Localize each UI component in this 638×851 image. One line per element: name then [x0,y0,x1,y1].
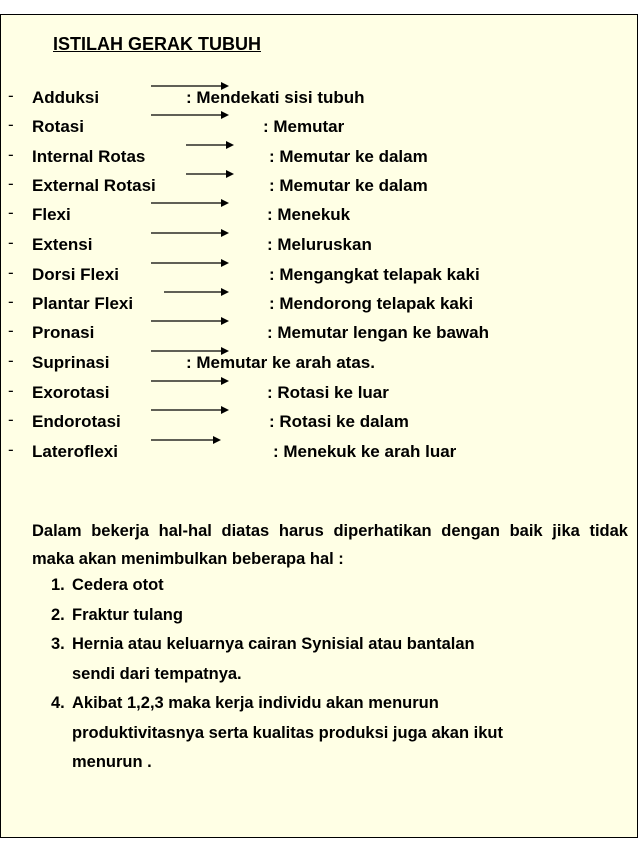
list-item [51,689,592,778]
term-row [1,88,637,112]
term-row [1,442,637,466]
term-name: Adduksi [32,88,100,107]
term-row [1,117,637,141]
term-row [1,265,637,289]
term-row [1,176,637,200]
term-row [1,383,637,407]
term-name: Suprinasi [32,353,110,372]
term-name: Flexi [32,205,71,224]
arrow-icon [151,227,229,239]
term-row [1,353,637,377]
arrow-icon [151,257,229,269]
term-definition: : Memutar ke dalam [269,176,428,195]
term-row [1,205,637,229]
term-name: Rotasi [32,117,84,136]
term-row [1,235,637,259]
term-definition: : Meluruskan [267,235,372,254]
slide [0,14,638,838]
list-text: Akibat 1,2,3 maka kerja individu akan menurun produktivitasnya serta kualitas produksi juga akan ikut menurun . [72,694,503,771]
bullet-dash: - [8,440,14,459]
arrow-icon [151,375,229,387]
bullet-dash: - [8,233,14,252]
list-number: 1. [51,576,65,594]
arrow-icon [164,286,229,298]
bullet-dash: - [8,410,14,429]
term-name: Endorotasi [32,412,121,431]
term-definition: : Memutar [263,117,345,136]
term-name: Lateroflexi [32,442,118,461]
term-name: Pronasi [32,323,95,342]
term-definition: : Memutar ke dalam [269,147,428,166]
term-name: Plantar Flexi [32,294,134,313]
bullet-dash: - [8,292,14,311]
bullet-dash: - [8,115,14,134]
arrow-icon [151,434,221,446]
arrow-icon [151,197,229,209]
list-item [51,571,592,601]
bullet-dash: - [8,86,14,105]
term-definition: : Mendekati sisi tubuh [186,88,365,107]
term-name: External Rotasi [32,176,156,195]
term-definition: : Menekuk ke arah luar [273,442,457,461]
list-text: Hernia atau keluarnya cairan Synisial atau bantalan sendi dari tempatnya. [72,635,475,683]
term-row [1,294,637,318]
arrow-icon [151,315,229,327]
list-number: 3. [51,635,65,653]
term-name: Internal Rotas [32,147,146,166]
warning-paragraph: Dalam bekerja hal-hal diatas harus diperhatikan dengan baik jika tidak maka akan menimbulkan beberapa hal : [32,522,628,568]
arrow-icon [186,139,234,151]
term-row [1,323,637,347]
arrow-icon [186,168,234,180]
term-definition: : Mengangkat telapak kaki [269,265,480,284]
term-row [1,147,637,171]
term-definition: : Mendorong telapak kaki [269,294,474,313]
term-definition: : Menekuk [267,205,351,224]
list-text: Cedera otot [72,576,164,594]
term-definition: : Memutar ke arah atas. [186,353,375,372]
bullet-dash: - [8,174,14,193]
list-number: 4. [51,694,65,712]
term-definition: : Rotasi ke dalam [269,412,409,431]
term-definition: : Memutar lengan ke bawah [267,323,489,342]
list-text: Fraktur tulang [72,605,183,624]
list-item [51,601,592,631]
bullet-dash: - [8,381,14,400]
term-name: Extensi [32,235,93,254]
term-name: Exorotasi [32,383,110,402]
list-item [51,630,592,689]
list-number: 2. [51,605,65,624]
bullet-dash: - [8,263,14,282]
bullet-dash: - [8,321,14,340]
term-row [1,412,637,436]
arrow-icon [151,109,229,121]
arrow-icon [151,404,229,416]
bullet-dash: - [8,351,14,370]
bullet-dash: - [8,203,14,222]
slide-title: ISTILAH GERAK TUBUH [53,34,261,54]
consequence-list [51,571,592,778]
bullet-dash: - [8,145,14,164]
term-definition: : Rotasi ke luar [267,383,389,402]
term-name: Dorsi Flexi [32,265,119,284]
